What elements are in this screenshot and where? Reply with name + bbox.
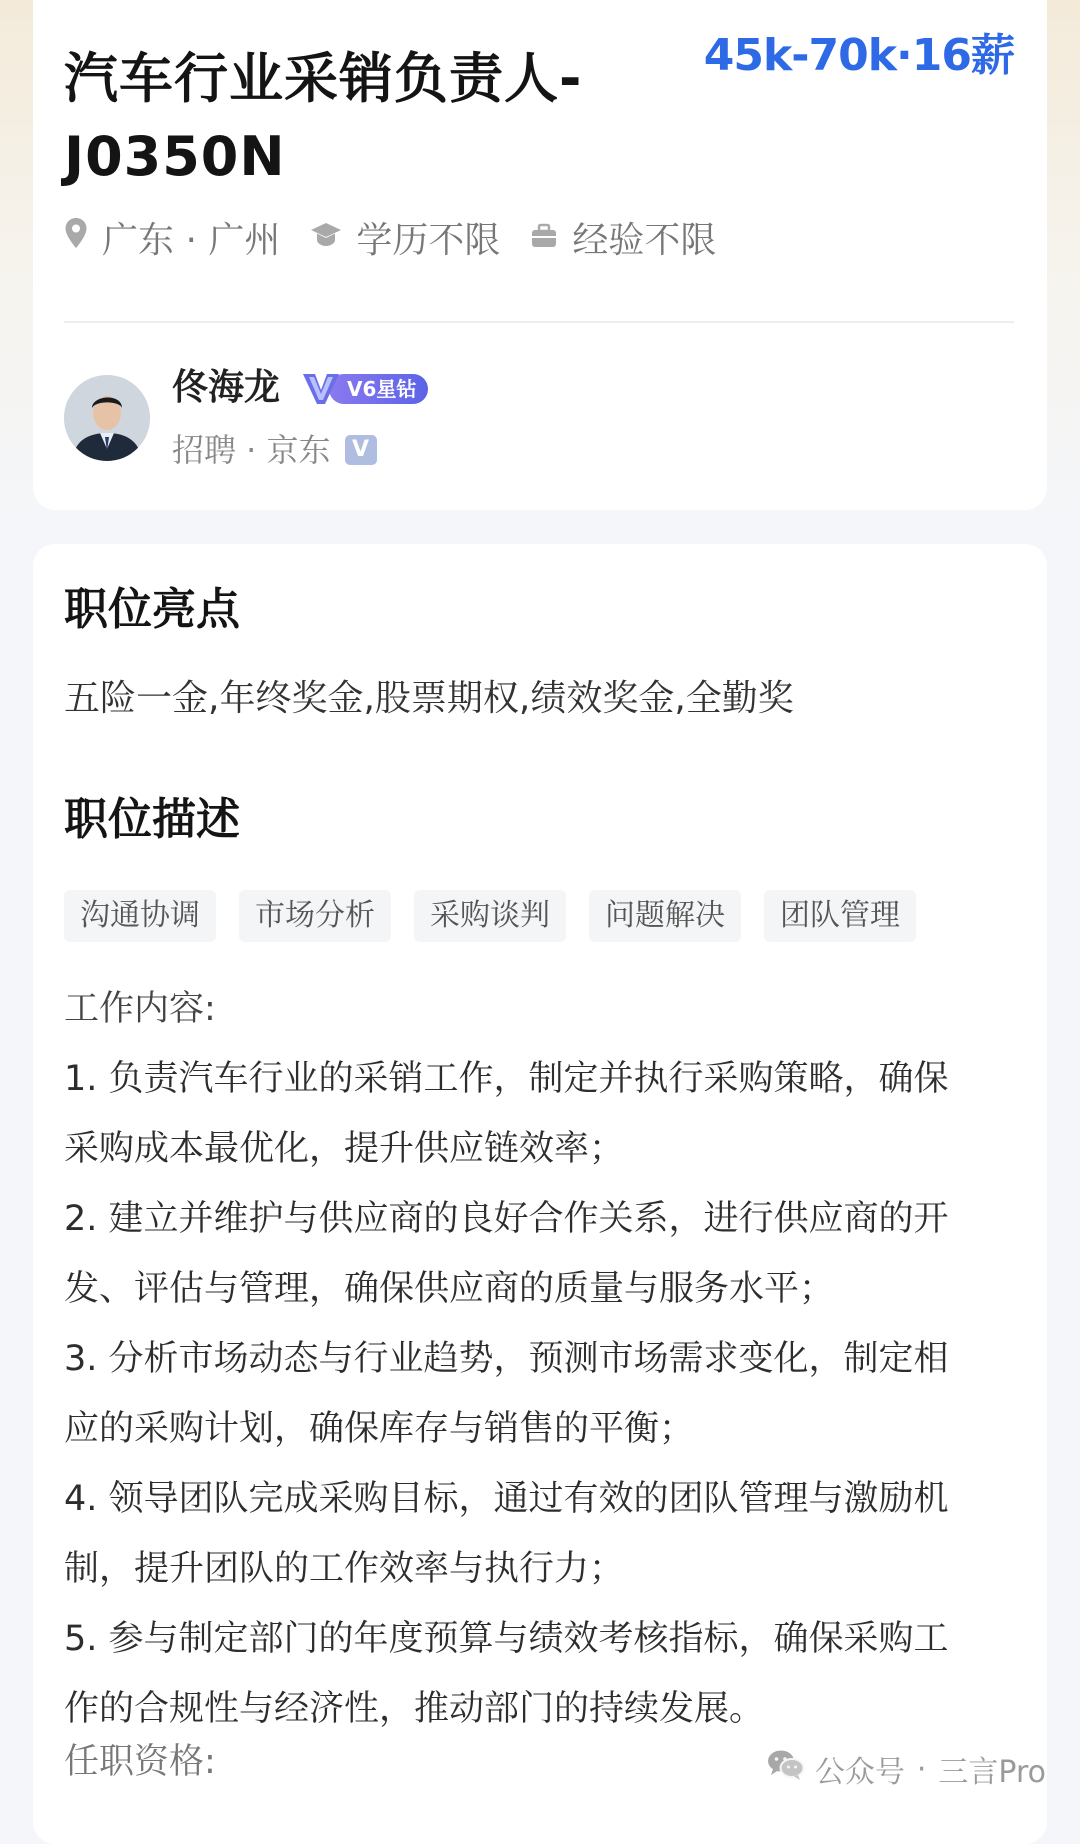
graduation-cap-icon	[310, 217, 342, 258]
description-line: 4. 领导团队完成采购目标，通过有效的团队管理与激励机	[64, 1479, 949, 1519]
education-text: 学历不限	[356, 219, 501, 261]
description-line: 发、评估与管理，确保供应商的质量与服务水平；	[64, 1269, 835, 1309]
highlights-title: 职位亮点	[64, 584, 240, 635]
recruiter-company-row	[172, 428, 377, 472]
recruiter-avatar[interactable]	[64, 375, 150, 461]
description-line: 应的采购计划，确保库存与销售的平衡；	[64, 1409, 695, 1449]
verified-v-icon: V	[345, 435, 377, 465]
wechat-icon	[767, 1749, 805, 1789]
meta-location	[64, 212, 280, 263]
meta-education	[310, 212, 500, 263]
wechat-watermark	[767, 1748, 1046, 1790]
watermark-separator: ·	[916, 1751, 927, 1787]
location-pin-icon	[64, 217, 88, 258]
recruiter-company: 招聘 · 京东	[172, 431, 331, 469]
recruiter-level-badge	[301, 370, 428, 408]
skill-tag[interactable]: 问题解决	[589, 890, 741, 942]
job-description	[64, 974, 1044, 1744]
description-line: 2. 建立并维护与供应商的良好合作关系，进行供应商的开	[64, 1199, 949, 1239]
v-level-icon	[301, 370, 341, 408]
description-line: 1. 负责汽车行业的采销工作，制定并执行采购策略，确保	[64, 1059, 949, 1099]
skill-tag[interactable]: 沟通协调	[64, 890, 216, 942]
recruiter-name[interactable]: 佟海龙	[172, 367, 281, 408]
description-line: 5. 参与制定部门的年度预算与绩效考核指标，确保采购工	[64, 1619, 949, 1659]
briefcase-icon	[530, 217, 558, 258]
job-meta-row	[64, 212, 746, 262]
job-title-line-2: J0350N	[64, 125, 286, 188]
location-text: 广东 · 广州	[102, 219, 281, 261]
job-title	[64, 40, 704, 196]
description-line: 作的合规性与经济性，推动部门的持续发展。	[64, 1689, 765, 1729]
experience-text: 经验不限	[572, 219, 717, 261]
skill-tag[interactable]: 团队管理	[764, 890, 916, 942]
qualification-heading: 任职资格:	[64, 1742, 216, 1782]
description-heading: 工作内容:	[64, 989, 216, 1029]
highlights-text: 五险一金,年终奖金,股票期权,绩效奖金,全勤奖	[64, 678, 794, 719]
watermark-account: 三言Pro	[938, 1755, 1046, 1790]
job-header-card	[33, 0, 1047, 510]
skill-tags	[64, 890, 939, 942]
header-divider	[64, 321, 1014, 323]
skill-tag[interactable]: 采购谈判	[414, 890, 566, 942]
skill-tag[interactable]: 市场分析	[239, 890, 391, 942]
description-line: 制，提升团队的工作效率与执行力；	[64, 1549, 625, 1589]
description-line: 3. 分析市场动态与行业趋势，预测市场需求变化，制定相	[64, 1339, 949, 1379]
job-title-line-1: 汽车行业采销负责人-	[64, 47, 583, 110]
level-badge-text: V6星钻	[329, 374, 428, 404]
meta-experience	[530, 212, 716, 263]
job-detail-card	[33, 544, 1047, 1844]
salary: 45k-70k·16薪	[703, 30, 1014, 81]
watermark-label: 公众号	[814, 1755, 905, 1790]
description-line: 采购成本最优化，提升供应链效率；	[64, 1129, 625, 1169]
description-title: 职位描述	[64, 794, 240, 845]
